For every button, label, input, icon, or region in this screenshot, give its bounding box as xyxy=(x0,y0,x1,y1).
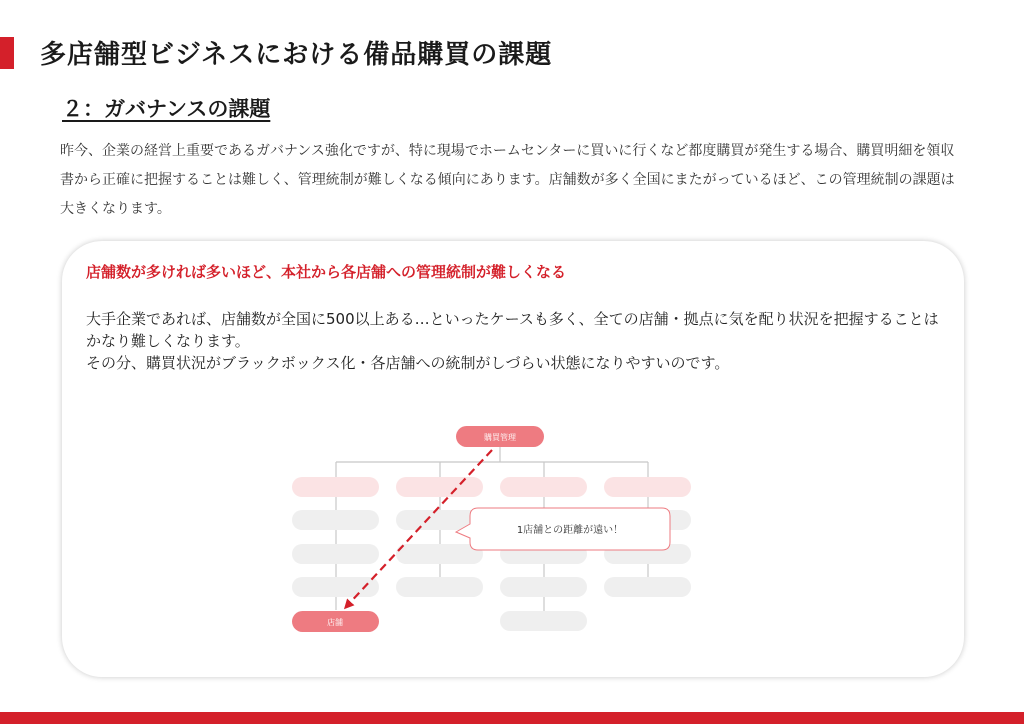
card-body-line: 大手企業であれば、店舗数が全国に500以上ある…といったケースも多く、全ての店舗・拠点に気を配り状況を把握することはかなり難しくなります。 xyxy=(86,310,939,350)
root-node-label: 購買管理 xyxy=(484,433,516,442)
section-title: ２：ガバナンスの課題 xyxy=(62,97,271,121)
card-heading: 店舗数が多ければ多いほど、本社から各店舗への管理統制が難しくなる xyxy=(86,263,567,281)
intro-paragraph: 昨今、企業の経営上重要であるガバナンス強化ですが、特に現場でホームセンターに買いに行くなど都度購買が発生する場合、購買明細を領収書から正確に把握することは難しく、管理統制が難しくなる傾向にあります。店舗数が多く全国にまたがっているほど、この管理統制の課題は大きくなります。 xyxy=(60,143,955,217)
store-node xyxy=(292,544,379,564)
branch-node xyxy=(396,477,483,497)
card-body-line: その分、購買状況がブラックボックス化・各店舗への統制がしづらい状態になりやすいのです。 xyxy=(86,354,730,372)
store-node xyxy=(396,544,483,564)
store-node xyxy=(396,577,483,597)
store-node xyxy=(604,577,691,597)
branch-node xyxy=(604,477,691,497)
branch-node xyxy=(292,477,379,497)
store-node xyxy=(500,577,587,597)
page-title: 多店舗型ビジネスにおける備品購買の課題 xyxy=(40,40,553,70)
store-node xyxy=(292,510,379,530)
branch-node xyxy=(500,477,587,497)
store-node xyxy=(500,611,587,631)
footer-accent-bar xyxy=(0,712,1024,724)
store-node-label: 店舗 xyxy=(327,618,343,627)
callout-text: 1店舗との距離が遠い！ xyxy=(516,525,624,536)
